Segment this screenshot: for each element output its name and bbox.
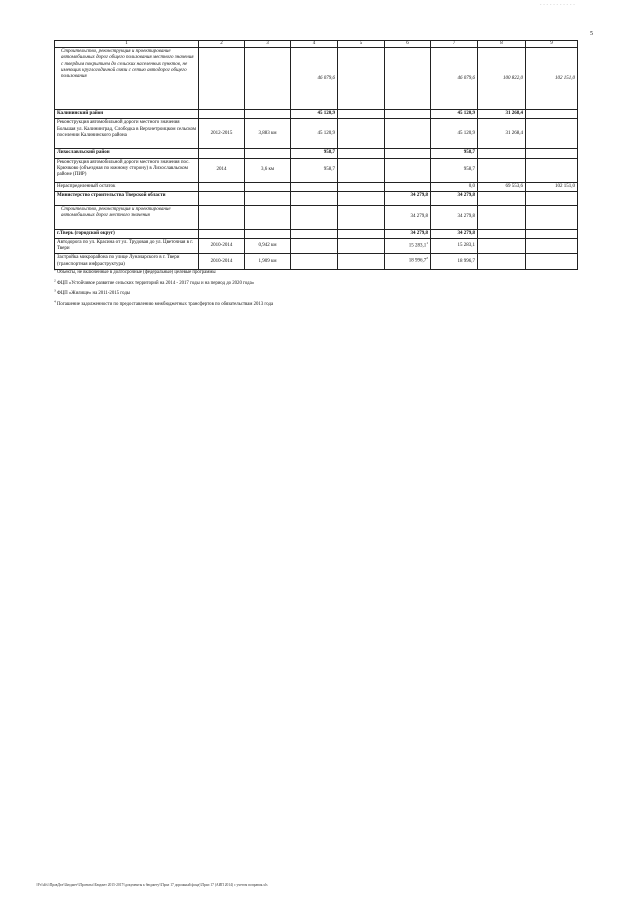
footnotes: [54, 268, 574, 310]
value-cell: 3,6 км: [245, 158, 291, 182]
value-cell: 958,7: [291, 158, 338, 182]
value-cell: [526, 119, 578, 149]
group-row: [55, 191, 578, 205]
row-label-cell: Застройка микрорайона по улице Луначарского в г. Твери (транспортная инфраструктура): [55, 254, 199, 269]
value-cell: [291, 191, 338, 205]
value-cell: 34 279,8: [385, 229, 431, 238]
value-cell: 45 120,9: [431, 110, 478, 119]
value-cell: 31 268,4: [478, 110, 526, 119]
table-row: [55, 182, 578, 191]
value-cell: 2010-2014: [199, 254, 245, 269]
value-cell: [385, 158, 431, 182]
footnote-number: 1: [54, 267, 56, 272]
value-cell: [291, 239, 338, 254]
value-cell: 102 151,0: [526, 182, 578, 191]
value-cell: [526, 229, 578, 238]
value-cell: 958,7: [431, 158, 478, 182]
value-cell: [338, 182, 385, 191]
value-cell: [478, 158, 526, 182]
footnote-number: 3: [54, 288, 56, 293]
value-cell: [199, 110, 245, 119]
value-cell: [338, 229, 385, 238]
value-cell: [385, 48, 431, 110]
value-cell: [338, 205, 385, 229]
value-cell: [478, 149, 526, 158]
value-cell: [478, 205, 526, 229]
footnote-text: ФЦП «Устойчивое развитие сельских территорий на 2014 - 2017 годы и на период до 2020 года»: [56, 280, 255, 286]
value-cell: 3,883 км: [245, 119, 291, 149]
value-cell: [199, 48, 245, 110]
row-label-cell: г.Тверь (городской округ): [55, 229, 199, 238]
table-row: [55, 239, 578, 254]
row-label-cell: Нераспределенный остаток: [55, 182, 199, 191]
row-label-cell: Реконструкция автомобильной дороги местного значения Большая ул. Калининград, Слободка в Верхнетроицком сельском поселении Калининского района: [55, 119, 199, 149]
column-header: 8: [478, 41, 526, 48]
column-header: 7: [431, 41, 478, 48]
value-cell: 0,0: [431, 182, 478, 191]
value-cell: 34 279,8: [431, 205, 478, 229]
column-header: 3: [245, 41, 291, 48]
group-row: [55, 229, 578, 238]
value-cell: [338, 239, 385, 254]
value-cell: 34 279,8: [431, 229, 478, 238]
table-body: [55, 41, 578, 270]
column-header: 6: [385, 41, 431, 48]
value-cell: [291, 182, 338, 191]
group-row: [55, 110, 578, 119]
row-label-cell: Автодорога по ул. Красина от ул. Трудовая до ул. Цветочная в г. Твери: [55, 239, 199, 254]
value-cell: [526, 149, 578, 158]
value-cell: [385, 110, 431, 119]
value-cell: [338, 158, 385, 182]
footnote: [54, 279, 574, 290]
value-cell: [199, 191, 245, 205]
footnote: [54, 268, 574, 279]
row-label-cell: Министерство строительства Тверской области: [55, 191, 199, 205]
value-cell: 34 279,8: [385, 205, 431, 229]
column-header: 2: [199, 41, 245, 48]
footnote-number: 2: [54, 278, 56, 282]
value-cell: 0,942 км: [245, 239, 291, 254]
value-cell: 15 283,1: [431, 239, 478, 254]
top-scan-mark: - - - - - - - - - - -: [540, 2, 576, 7]
value-cell: [291, 205, 338, 229]
value-cell: [338, 149, 385, 158]
value-cell: 45 120,9: [291, 119, 338, 149]
value-cell: [245, 191, 291, 205]
table-row: [55, 119, 578, 149]
footnote-text: Погашение задолженности по предоставлению межбюджетных трансфертов по обязательствам 2013 года: [56, 301, 274, 307]
value-cell: 18 996,7: [431, 254, 478, 269]
value-cell: [199, 229, 245, 238]
column-header: 4: [291, 41, 338, 48]
footnote-number: 4: [54, 299, 56, 304]
value-cell: 1,909 км: [245, 254, 291, 269]
value-cell: [199, 149, 245, 158]
value-cell: 45 120,9: [291, 110, 338, 119]
value-cell: [526, 110, 578, 119]
value-cell: 2012-2015: [199, 119, 245, 149]
footnote: [54, 300, 574, 311]
row-label-cell: Строительство, реконструкция и проектирование автомобильных дорог общего пользования местного значения с твердым покрытием до сельских населенных пунктов, не имеющих круглогодичной связи с сетью автодорог общего пользования: [55, 48, 199, 110]
group-row: [55, 149, 578, 158]
page-number: 5: [590, 31, 593, 37]
value-cell: [199, 182, 245, 191]
value-cell: [245, 149, 291, 158]
value-cell: 45 120,9: [431, 119, 478, 149]
column-header: 5: [338, 41, 385, 48]
footnote-text: ФЦП «Жилище» на 2011-2015 годы: [56, 291, 130, 297]
row-label-cell: Лихославльский район: [55, 149, 199, 158]
value-cell: 2014: [199, 158, 245, 182]
value-cell: [245, 182, 291, 191]
value-cell: 958,7: [291, 149, 338, 158]
value-cell: [478, 191, 526, 205]
value-cell: [338, 119, 385, 149]
value-cell: 31 268,4: [478, 119, 526, 149]
table-row: [55, 205, 578, 229]
value-cell: [338, 191, 385, 205]
value-cell: [338, 110, 385, 119]
value-cell: [385, 182, 431, 191]
value-cell: 34 279,8: [385, 191, 431, 205]
value-cell: [385, 119, 431, 149]
footnote: [54, 289, 574, 300]
value-cell: [478, 229, 526, 238]
value-cell: [245, 110, 291, 119]
value-cell: 15 283,1$^1$: [385, 239, 431, 254]
footnote-marker: 2: [426, 256, 428, 261]
column-header: 9: [526, 41, 578, 48]
value-cell: [338, 48, 385, 110]
value-cell: [291, 229, 338, 238]
value-cell: [385, 149, 431, 158]
table-row: [55, 158, 578, 182]
value-cell: [245, 229, 291, 238]
value-cell: 34 279,8: [431, 191, 478, 205]
row-label-cell: Калининский район: [55, 110, 199, 119]
value-cell: [478, 239, 526, 254]
file-path-footer: \\Fs\\dfs\\ПравДел\\Бюджет\\Проекты\\Бюджет 2015-2017\\документы к бюджету\\Прил 17 дорожный фонд\\Прил 17 (АИП 2014) с учетом поправок.xls: [36, 883, 268, 887]
value-cell: 100 822,0: [478, 48, 526, 110]
value-cell: [245, 48, 291, 110]
value-cell: 46 079,6: [431, 48, 478, 110]
value-cell: 46 079,6: [291, 48, 338, 110]
road-fund-table: [54, 40, 578, 270]
value-cell: [526, 158, 578, 182]
value-cell: [526, 191, 578, 205]
value-cell: 958,7: [431, 149, 478, 158]
value-cell: [199, 205, 245, 229]
value-cell: [245, 205, 291, 229]
value-cell: [526, 205, 578, 229]
table-row: [55, 48, 578, 110]
value-cell: [526, 239, 578, 254]
value-cell: 69 553,6: [478, 182, 526, 191]
footnote-marker: 1: [426, 240, 428, 245]
value-cell: 18 996,7$^2$: [385, 254, 431, 269]
footnote-text: Объекты, не включенные в долгосрочные (федеральные) целевые программы: [56, 270, 216, 275]
value-cell: 102 151,0: [526, 48, 578, 110]
value-cell: 2010-2014: [199, 239, 245, 254]
row-label-cell: Строительство, реконструкция и проектирование автомобильных дорог местного значения: [55, 205, 199, 229]
column-header: 1: [55, 41, 199, 48]
row-label-cell: Реконструкция автомобильной дороги местного значения пос. Крючково (объездная по южному сторону) в Лихославльском районе (ПИР): [55, 158, 199, 182]
column-number-row: [55, 41, 578, 48]
